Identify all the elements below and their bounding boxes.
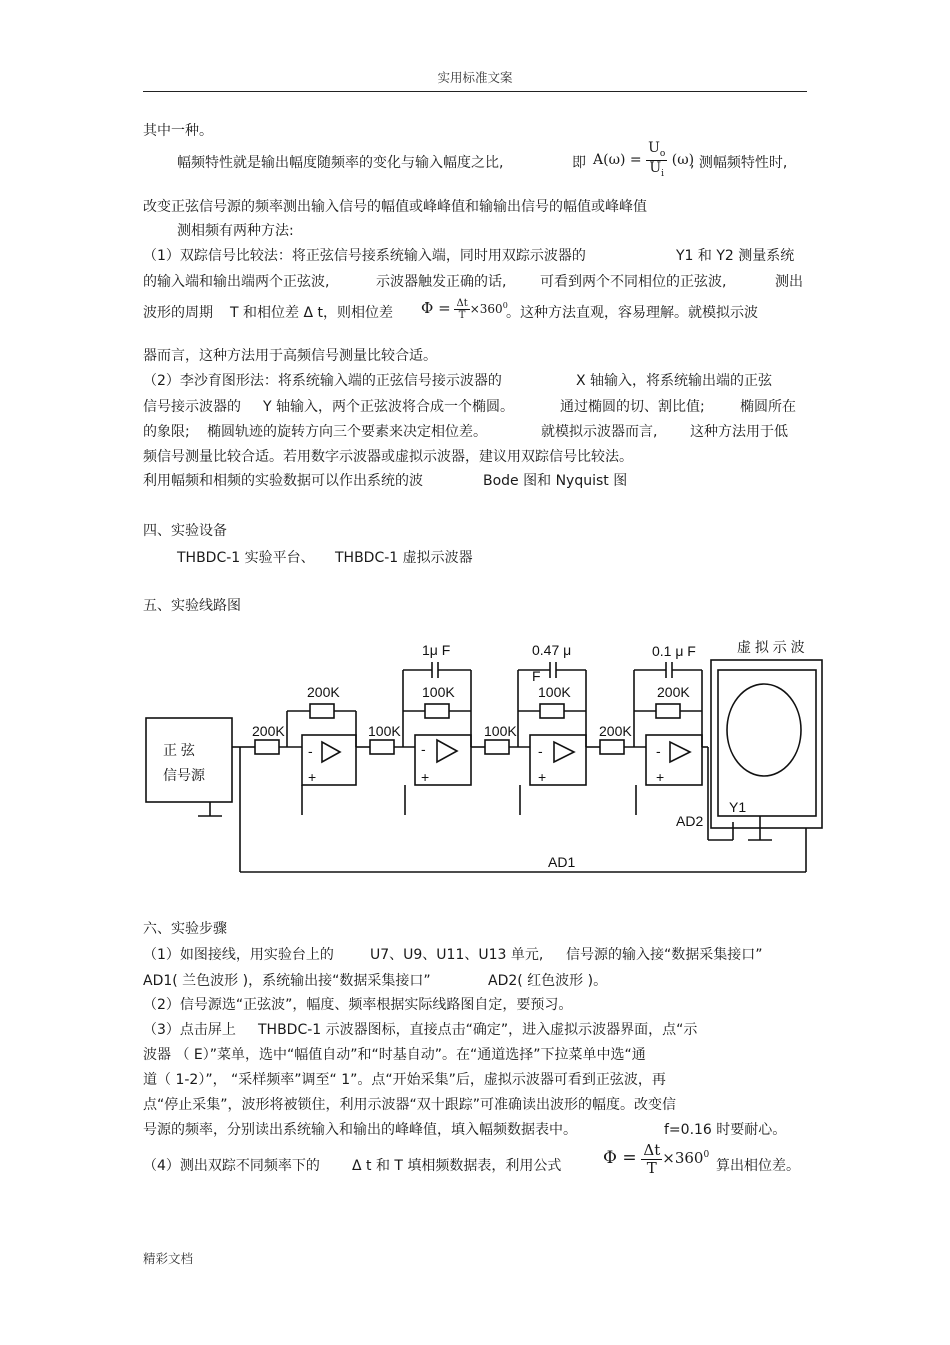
resistor-r-fb3 — [540, 704, 564, 718]
text-line: , 测幅频特性时, — [690, 155, 788, 171]
svg-text:+: + — [421, 769, 430, 785]
virtual-scope-screen — [718, 670, 816, 816]
section-heading: 四、实验设备 — [143, 523, 227, 539]
amplitude-formula: A(ω) = $\frac{U_o}{U_i}$ (ω) — [593, 140, 695, 179]
scope-title: 虚 拟 示 波 — [737, 639, 805, 655]
text-line: Bode 图和 Nyquist 图 — [483, 473, 628, 489]
ad2-label: AD2 — [676, 813, 704, 829]
c3-label: 0.47 μ — [532, 642, 572, 658]
opamp-1 — [322, 742, 340, 762]
text-line: 其中一种。 — [143, 123, 213, 139]
r-fb3-label: 100K — [538, 684, 571, 700]
text-line: （1）双踪信号比较法：将正弦信号接系统输入端，同时用双踪示波器的 — [143, 248, 586, 264]
text-line: X 轴输入，将系统输出端的正弦 — [576, 373, 773, 389]
section-heading: 五、实验线路图 — [143, 598, 241, 614]
svg-text:+: + — [538, 769, 547, 785]
svg-text:-: - — [308, 743, 313, 759]
r-fb1-label: 200K — [307, 684, 340, 700]
text-line: 道（ 1-2）”， “采样频率”调至“ 1”。点“开始采集”后，虚拟示波器可看到正弦波，再 — [143, 1072, 666, 1088]
page-footer: 精彩文档 — [143, 1251, 194, 1266]
source-label-2: 信号源 — [163, 767, 205, 783]
source-label-1: 正 弦 — [163, 742, 195, 758]
opamp-4 — [670, 742, 690, 762]
text-line: 幅频特性就是输出幅度随频率的变化与输入幅度之比, — [177, 155, 504, 171]
text-line: f=0.16 时要耐心。 — [664, 1122, 787, 1138]
text-line: T 和相位差 Δ t，则相位差 — [230, 305, 393, 321]
text-line: （4）测出双踪不同频率下的 — [143, 1158, 320, 1174]
text-line: 就模拟示波器而言, — [541, 424, 658, 440]
text-line: 频信号测量比较合适。若用数字示波器或虚拟示波器，建议用双踪信号比较法。 — [143, 449, 633, 465]
text-line: 椭圆所在 — [740, 399, 796, 415]
text-line: 波形的周期 — [143, 305, 213, 321]
r-fb4-label: 200K — [657, 684, 690, 700]
svg-text:+: + — [656, 769, 665, 785]
text-line: 通过椭圆的切、割比值; — [560, 399, 705, 415]
svg-text:-: - — [538, 743, 543, 759]
r-in4-label: 200K — [599, 723, 632, 739]
text-line: 信号源的输入接“数据采集接口” — [566, 947, 763, 963]
text-line: Δ t 和 T 填相频数据表，利用公式 — [352, 1158, 562, 1174]
phase-formula-inline: Φ = $\frac{\Delta t}{T}$ $\times 360^0$ — [421, 298, 508, 321]
text-line: 利用幅频和相频的实验数据可以作出系统的波 — [143, 473, 423, 489]
text-line: 椭圆轨迹的旋转方向三个要素来决定相位差。 — [207, 424, 487, 440]
header-rule — [143, 91, 807, 92]
svg-text:-: - — [421, 741, 426, 757]
resistor-r-fb2 — [425, 704, 449, 718]
text-line: 点“停止采集”，波形将被锁住，利用示波器“双十跟踪”可准确读出波形的幅度。改变信 — [143, 1097, 677, 1113]
text-line: （2）信号源选“正弦波”，幅度、频率根据实际线路图自定，要预习。 — [143, 997, 573, 1013]
text-line: （3）点击屏上 — [143, 1022, 236, 1038]
text-line: （1）如图接线，用实验台上的 — [143, 947, 334, 963]
text-line: 的输入端和输出端两个正弦波, — [143, 274, 330, 290]
text-line: 器而言，这种方法用于高频信号测量比较合适。 — [143, 348, 437, 364]
opamp-2 — [437, 740, 457, 762]
c2-label: 1μ F — [422, 642, 451, 658]
resistor-r-in3 — [485, 740, 509, 754]
r-in3-label: 100K — [484, 723, 517, 739]
signal-source-box — [146, 718, 232, 802]
y1-label: Y1 — [729, 799, 747, 815]
text-line: 这种方法用于低 — [690, 424, 788, 440]
c4-label: 0.1 μ F — [652, 643, 696, 659]
resistor-r-in4 — [600, 740, 624, 754]
text-line: THBDC-1 虚拟示波器 — [335, 550, 473, 566]
ad1-label: AD1 — [548, 854, 576, 870]
resistor-r-in1 — [255, 740, 279, 754]
r-in2-label: 100K — [368, 723, 401, 739]
text-line: 。这种方法直观，容易理解。就模拟示波 — [506, 305, 758, 321]
text-line: 可看到两个不同相位的正弦波, — [540, 274, 727, 290]
svg-text:+: + — [308, 769, 317, 785]
r-in1-label: 200K — [252, 723, 285, 739]
text-line: 的象限; — [143, 424, 190, 440]
text-line: AD2( 红色波形 )。 — [488, 973, 608, 989]
text-line: THBDC-1 实验平台、 — [177, 550, 315, 566]
text-line: （2）李沙育图形法：将系统输入端的正弦信号接示波器的 — [143, 373, 502, 389]
text-line: U7、U9、U11、U13 单元, — [370, 947, 544, 963]
resistor-r-fb4 — [656, 704, 680, 718]
r-fb2-label: 100K — [422, 684, 455, 700]
virtual-scope-box — [711, 660, 822, 828]
text-line: 号源的频率，分别读出系统输入和输出的峰峰值，填入幅频数据表中。 — [143, 1122, 577, 1138]
text-line: 信号接示波器的 — [143, 399, 241, 415]
text-line: 测相频有两种方法: — [177, 223, 294, 239]
page-header: 实用标准文案 — [437, 70, 513, 85]
text-line: Y1 和 Y2 测量系统 — [676, 248, 795, 264]
formula-lhs: A(ω) = — [593, 152, 642, 169]
text-line: 即 — [572, 155, 586, 171]
formula-rhs: (ω) — [671, 152, 695, 169]
text-line: 算出相位差。 — [716, 1158, 800, 1174]
scope-ellipse — [727, 684, 801, 776]
svg-text:-: - — [656, 743, 661, 759]
opamp-3 — [554, 742, 574, 762]
text-line: 测出 — [775, 274, 803, 290]
section-heading: 六、实验步骤 — [143, 921, 227, 937]
text-line: Y 轴输入，两个正弦波将合成一个椭圆。 — [263, 399, 515, 415]
resistor-r-fb1 — [310, 704, 334, 718]
c3-label-f: F — [532, 668, 541, 684]
text-line: 波器 （ E）”菜单，选中“幅值自动”和“时基自动”。在“通道选择”下拉菜单中选“通 — [143, 1047, 646, 1063]
resistor-r-in2 — [370, 740, 394, 754]
text-line: AD1( 兰色波形 )，系统输出接“数据采集接口” — [143, 973, 431, 989]
phase-formula-display: Φ = $\frac{\Delta t}{T}$ $\times 360^0$ — [603, 1141, 710, 1177]
circuit-diagram — [130, 630, 830, 880]
text-line: 示波器触发正确的话, — [376, 274, 507, 290]
text-line: 改变正弦信号源的频率测出输入信号的幅值或峰峰值和输输出信号的幅值或峰峰值 — [143, 199, 647, 215]
text-line: THBDC-1 示波器图标，直接点击“确定”，进入虚拟示波器界面，点“示 — [258, 1022, 698, 1038]
